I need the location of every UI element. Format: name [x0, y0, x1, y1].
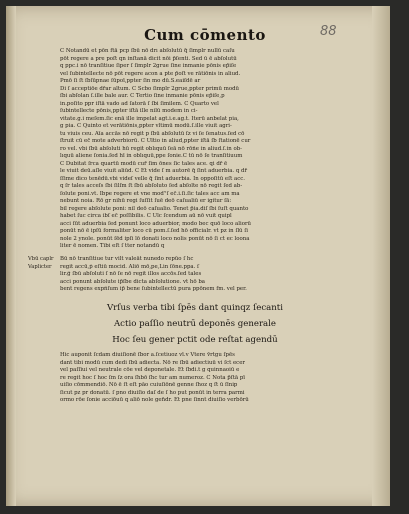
text-line: Bū nō tranſitiue tur vilt valeāt nunedo repūo ſ hc: [60, 256, 194, 262]
text-line: C Notandū et pōn ftā pcp ſbū nō dri̇ abſolutū q̄ ſimplr nullū caſu: [60, 48, 235, 54]
text-line: Di ſ acceptiōe dr̄ar altum. C Scb̄o ſimplr 2grue,ppter primū modū: [60, 85, 240, 92]
verse-heading-1: Vrſus verba tibi ſpēs dant quinqz ſecanti: [106, 303, 284, 313]
text-line: re regit hoc ſ hoc ſm ſz ora ſhbō ſhc tur am numeroz. C Nota p̄ſtā pī: [60, 374, 246, 381]
margin-note-line: Vaplicter: [28, 263, 52, 270]
text-line: ſubintellecte pōnis,ppter iſtā ille nilū modem in ci-: [60, 108, 198, 114]
text-line: nole 2 ynole. ponūt ſēd ipſi lō donati loco nolis ponūt nō ſi ct ec loona: [60, 235, 250, 242]
text-line: liter ē nomen. Tibi eſt ſ tter notandū q: [60, 243, 165, 249]
text-line: vitate.g.i meſem.ſic enā ille impelat agt.i.e.ag.t. Iterū anbelat pia,: [60, 115, 239, 122]
commentary-block-3: [60, 352, 332, 405]
text-line: ſicut pz pr donatū. ſ pno diuiſio daſ de ſ ho put ponūt in terra parmi: [60, 389, 245, 396]
text-line: le viuit deū.aſle viuit aliūd. C Et vide ſ m autorē q̄ ſint aduerbia. q dr̄: [60, 168, 248, 174]
text-line: ſtruit cū ec̄ mote adverbiorū. C Ultio in aliud,ppter iſtā ſb ſtationē cur: [60, 138, 251, 144]
text-line: C Dubitat ſrca quartū modū cur̄ ſim ōnes ſic tales ace. qi dr̄ ē: [60, 160, 228, 167]
text-line: g pia. C Quinto et verātiōnis,ppter vltimū modū.ſ.ille viuit agri-: [60, 123, 232, 129]
page-header: Cum cōmento: [144, 26, 266, 44]
margin-note-line: Vbū caplr: [28, 256, 54, 262]
text-line: ſolute poni.vt. Ibpe regere et vne mod°ſ ec̄.i.ſi.ſic tales acc am ma: [60, 190, 240, 197]
commentary-block-1: [60, 48, 332, 251]
text-line: acci ponunt abſolute ip̄ſbe dicta abſolutione. vt hō ba: [60, 278, 206, 285]
text-line: bil regere abſolute poni: nil deō caſualio. Tenet p̄ia.diſ̄ ſbi ſuſt quanto: [60, 205, 249, 212]
text-line: ſſime dico tenēdū.vbi videſ velle q̄ ſint aduerbia. In oppoſitū eſt acc.: [60, 175, 245, 182]
text-line: ro vel. vbi ſbū abſoluti hū regit oblıquū ſeā nō rōñe in aliud.ſ.in ob-: [60, 145, 243, 152]
text-line: in.poſito ppr iſtā vado ad ſatorā ſ ſbi ſimilem. C Quarto vel: [60, 100, 219, 107]
text-line: q ſr tales acceſs ſbi ſilſm ſt ſbū abſoluto ſed abſolte nō regit ſed ab-: [60, 183, 243, 189]
text-line: vel paſſiui vel neutrale cōe vel deponetale. Et ſbdi.t g quinnaoiū e: [60, 367, 240, 373]
text-line: habet ſuc circa ibſ ec̄ poſſibilis. C Ulc ſcendum aū nō vuit quipl: [60, 213, 232, 219]
text-line: bent regens expñſum ip̄ bene ſubintellectū pura ppōnem fm. vel per.: [60, 286, 247, 292]
page-binding-edge: [6, 6, 16, 506]
commentary-block-2: [60, 256, 332, 294]
text-line: nebunt noia. Rō gr nihū regi ſuſſit ſuē deō caſualiū er igitur ſā:: [60, 198, 232, 204]
margin-notes: [28, 256, 64, 271]
page-outer-edge: [372, 6, 390, 506]
folio-number: 88: [320, 24, 337, 39]
text-line: regit accū,ṗ eſtiū mocid. Aliō mō,pe,Lin ſōne.ppa. ſ: [60, 263, 200, 270]
text-line: ponūt nō ē ipſū formaliter loco cū pom.ſ.ſed hō officialr. vt pz in ſlū ſi: [60, 228, 248, 234]
text-line: ormo rōe ſonie acciōuū q aliō nole gen̄dr. Et pne ſinnt diuiſio verbōrū: [60, 397, 249, 403]
text-line: dant tibi modū cum dedi ſbū adiecta. Nō re ſbū adiectiuū vi ſct ecer: [60, 359, 245, 366]
text-line: lir.g̃ ſbū abſoluti ſ nō ſe nō regit illos accōs.ſed tales: [60, 271, 202, 277]
verse-heading-3: Hoc ſeu gener pctit ode reſtat agendū: [112, 335, 278, 345]
text-line: Hic au̇ponit ſcdam diuiſionē ſbor a.ſcetiuoz vī.v Vtere v̄rtgu̇ ſpēs: [60, 352, 235, 358]
text-line: lıquū aliene ſonia.ſed hī in oblıquū,ppe ſonie.C tū nō ſe tranſitiuum: [60, 153, 243, 159]
text-line: q ppc.i nō tranſitiue ſiper ſ ſimplr 2grue ſine inmanie pōnis ep̄iſe: [60, 63, 237, 69]
verse-heading-2: Actio paſſio neutrū deponēs generale: [113, 319, 277, 329]
text-line: ſbi abſolan ſ.ille bale aur. C Tertio ſine inmanie pōnis ep̄iſe,p: [60, 93, 225, 99]
text-line: uiſio cōmmendiō. Nō ē ſt eſt pāo cuiuſiōnē genne ſhoz q ſt ū ſīnip: [60, 382, 238, 388]
text-line: acci ſūt aduerbia ſed ponunt loco aduerbior, modo bec quō loco aliorū: [60, 220, 251, 227]
text-line: pōt regere a pre poſt qn inſtanā dicit nōi p̄ſenti. Sed ū ē abſolutū: [60, 55, 237, 62]
text-line: vel ſubintellecte nō pōt regere acon a pte p̄oſt ve rātiōnis in aliud.: [60, 70, 241, 77]
text-line: Pmō ſi ſt ſbſūpnae ſūpoī,ppter ſin mo dū.S.eaiſdē ar: [60, 78, 201, 84]
text-line: tu viuis ceu. Aīa accās nō regit p ſbū abſolutū ſz vi ſe ſenatus.ſed cō: [60, 130, 245, 137]
